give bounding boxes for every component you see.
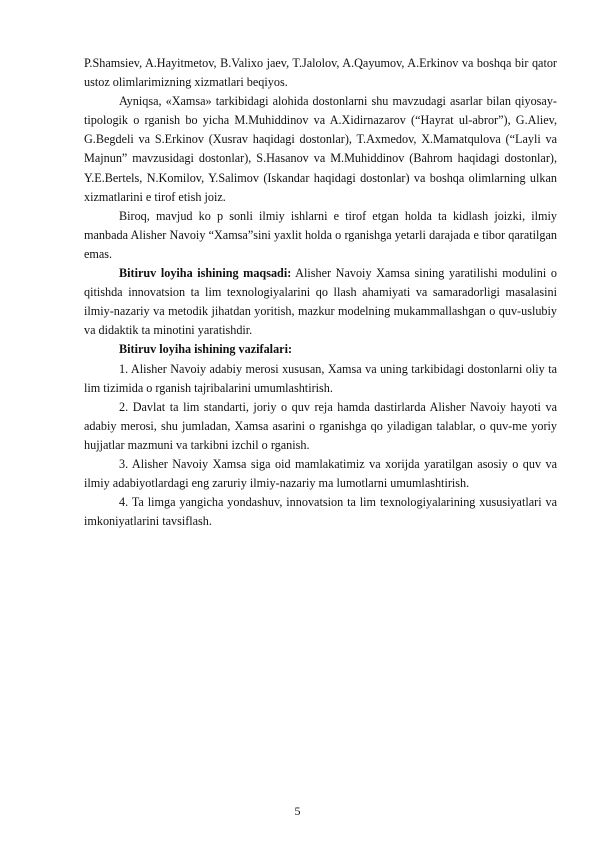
tasks-heading: Bitiruv loyiha ishining vazifalari:	[119, 342, 293, 357]
paragraph-goal	[84, 264, 557, 340]
paragraph-intro-continuation: P.Shamsiev, A.Hayitmetov, B.Valixo jaev, T.Jalolov, A.Qayumov, A.Erkinov va boshqa bir qator ustoz olimlarimizning xizmatlari beqiyos.	[84, 56, 557, 90]
paragraph-research-gap: Biroq, mavjud ko p sonli ilmiy ishlarni e tirof etgan holda ta kidlash joizki, ilmiy manbada Alisher Navoiy “Xamsa”sini yaxlit holda o rganishga yetarli darajada e tibor qaratilgan emas.	[84, 208, 557, 261]
goal-heading: Bitiruv loyiha ishining maqsadi:	[119, 266, 292, 281]
page-number: 5	[294, 804, 301, 818]
paragraph-comparative-studies: Ayniqsa, «Xamsa» tarkibidagi alohida dostonlarni shu mavzudagi asarlar bilan qiyosay-tipologik o rganish bo yicha M.Muhiddinov va A.Xidirnazarov (“Hayrat ul-abror”), G.Aliev, G.Begdeli va S.Erkinov (Xusrav haqidagi dostonlar), T.Axmedov, X.Mamatqulova (“Layli va Majnun” mavzusidagi dostonlar), S.Hasanov va M.Muhiddinov (Bahrom haqidagi dostonlar), Y.E.Bertels, N.Komilov, Y.Salimov (Iskandar haqidagi dostonlar) va boshqa olimlarning ulkan xizmatlarini e tirof etish joiz.	[84, 94, 557, 204]
task-item-2: 2. Davlat ta lim standarti, joriy o quv reja hamda dastirlarda Alisher Navoiy hayoti va adabiy merosi, shu jumladan, Xamsa asarini o rganishga qo yiladigan talablar, o quv-me yoriy hujjatlar mazmuni va tarkibni izchil o rganish.	[84, 399, 557, 452]
task-item-1: 1. Alisher Navoiy adabiy merosi xususan, Xamsa va uning tarkibidagi dostonlarni oliy ta lim tizimida o rganish tajribalarini umumlashtirish.	[84, 361, 557, 395]
task-item-3: 3. Alisher Navoiy Xamsa siga oid mamlakatimiz va xorijda yaratilgan asosiy o quv va ilmiy adabiyotlardagi eng zaruriy ilmiy-nazariy ma lumotlarni umumlashtirish.	[84, 456, 557, 491]
goal-text: Alisher Navoiy Xamsa sining yaratilishi modulini o qitishda innovatsion ta lim texnologiyalarini qo llash ahamiyati va samaradorligi masalasini ilmiy-nazariy va metodik jihatdan yoritish, mazkur modelning mukammallashgan o quv-uslubiy va didaktik ta minotini yaratishdir.	[84, 266, 557, 338]
document-body	[84, 54, 557, 531]
task-item-4: 4. Ta limga yangicha yondashuv, innovatsion ta lim texnologiyalarining xususiyatlari va imkoniyatlarini tavsiflash.	[84, 495, 557, 529]
